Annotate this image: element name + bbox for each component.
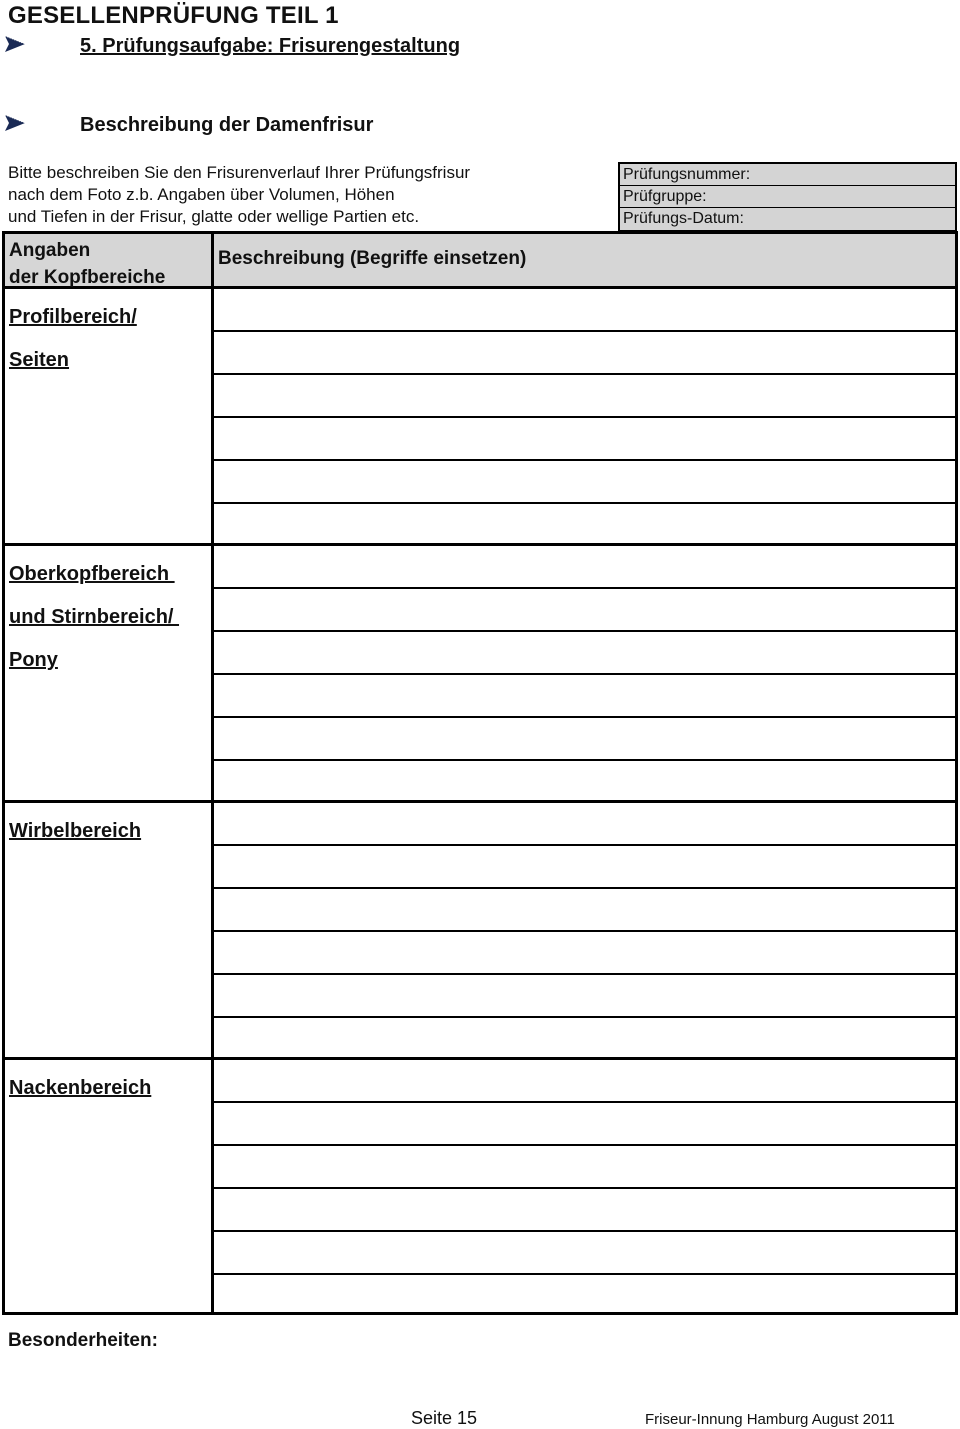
exam-group-field[interactable]: Prüfgruppe: xyxy=(620,186,955,208)
description-table xyxy=(2,231,958,1315)
writing-line[interactable] xyxy=(214,1101,955,1103)
section-label-line: Wirbelbereich xyxy=(9,820,142,842)
instruction-line: Bitte beschreiben Sie den Frisurenverlauf Ihrer Prüfungsfrisur xyxy=(8,163,471,182)
section-label-line: Nackenbereich xyxy=(9,1077,152,1099)
writing-line[interactable] xyxy=(214,373,955,375)
section-label-line: Oberkopfbereich xyxy=(9,563,175,585)
arrow-bullet-icon xyxy=(4,113,26,133)
section-label-line: Pony xyxy=(9,649,58,671)
writing-line[interactable] xyxy=(214,459,955,461)
header-areas xyxy=(9,237,165,291)
instructions xyxy=(8,162,608,228)
section-label-nape xyxy=(9,1067,151,1110)
writing-line[interactable] xyxy=(214,1144,955,1146)
writing-line[interactable] xyxy=(214,587,955,589)
writing-line[interactable] xyxy=(214,759,955,761)
section-label-line: und Stirnbereich/ xyxy=(9,606,180,628)
section-separator xyxy=(5,1057,955,1060)
writing-line[interactable] xyxy=(214,930,955,932)
writing-line[interactable] xyxy=(214,673,955,675)
section-label-profile xyxy=(9,296,137,382)
writing-line[interactable] xyxy=(214,1016,955,1018)
instruction-line: nach dem Foto z.b. Angaben über Volumen, Höhen xyxy=(8,185,395,204)
exam-date-field[interactable]: Prüfungs-Datum: xyxy=(620,208,955,230)
exam-meta-box xyxy=(618,162,957,232)
section-label-line: Profilbereich/ xyxy=(9,306,137,328)
special-notes-label: Besonderheiten: xyxy=(8,1330,158,1351)
header-areas-line1: Angaben xyxy=(9,240,91,261)
page-number: Seite 15 xyxy=(411,1408,478,1428)
column-divider xyxy=(211,234,214,1312)
page-title: GESELLENPRÜFUNG TEIL 1 xyxy=(8,2,339,29)
writing-line[interactable] xyxy=(214,844,955,846)
writing-line[interactable] xyxy=(214,330,955,332)
header-description: Beschreibung (Begriffe einsetzen) xyxy=(218,248,527,269)
writing-line[interactable] xyxy=(214,887,955,889)
section-label-top xyxy=(9,553,179,682)
arrow-bullet-icon xyxy=(4,34,26,54)
section-separator xyxy=(5,543,955,546)
footer-organization: Friseur-Innung Hamburg August 2011 xyxy=(645,1411,895,1428)
writing-line[interactable] xyxy=(214,1273,955,1275)
section-label-crown xyxy=(9,810,141,853)
section-separator xyxy=(5,800,955,803)
writing-line[interactable] xyxy=(214,1187,955,1189)
instruction-line: und Tiefen in der Frisur, glatte oder wellige Partien etc. xyxy=(8,207,420,226)
writing-line[interactable] xyxy=(214,973,955,975)
section-title: Beschreibung der Damenfrisur xyxy=(80,114,374,136)
writing-line[interactable] xyxy=(214,416,955,418)
writing-line[interactable] xyxy=(214,502,955,504)
writing-line[interactable] xyxy=(214,630,955,632)
writing-line[interactable] xyxy=(214,1230,955,1232)
task-subtitle: 5. Prüfungsaufgabe: Frisurengestaltung xyxy=(80,35,461,57)
writing-line[interactable] xyxy=(214,716,955,718)
section-label-line: Seiten xyxy=(9,349,70,371)
header-areas-line2: der Kopfbereiche xyxy=(9,267,166,288)
exam-number-field[interactable]: Prüfungsnummer: xyxy=(620,164,955,186)
